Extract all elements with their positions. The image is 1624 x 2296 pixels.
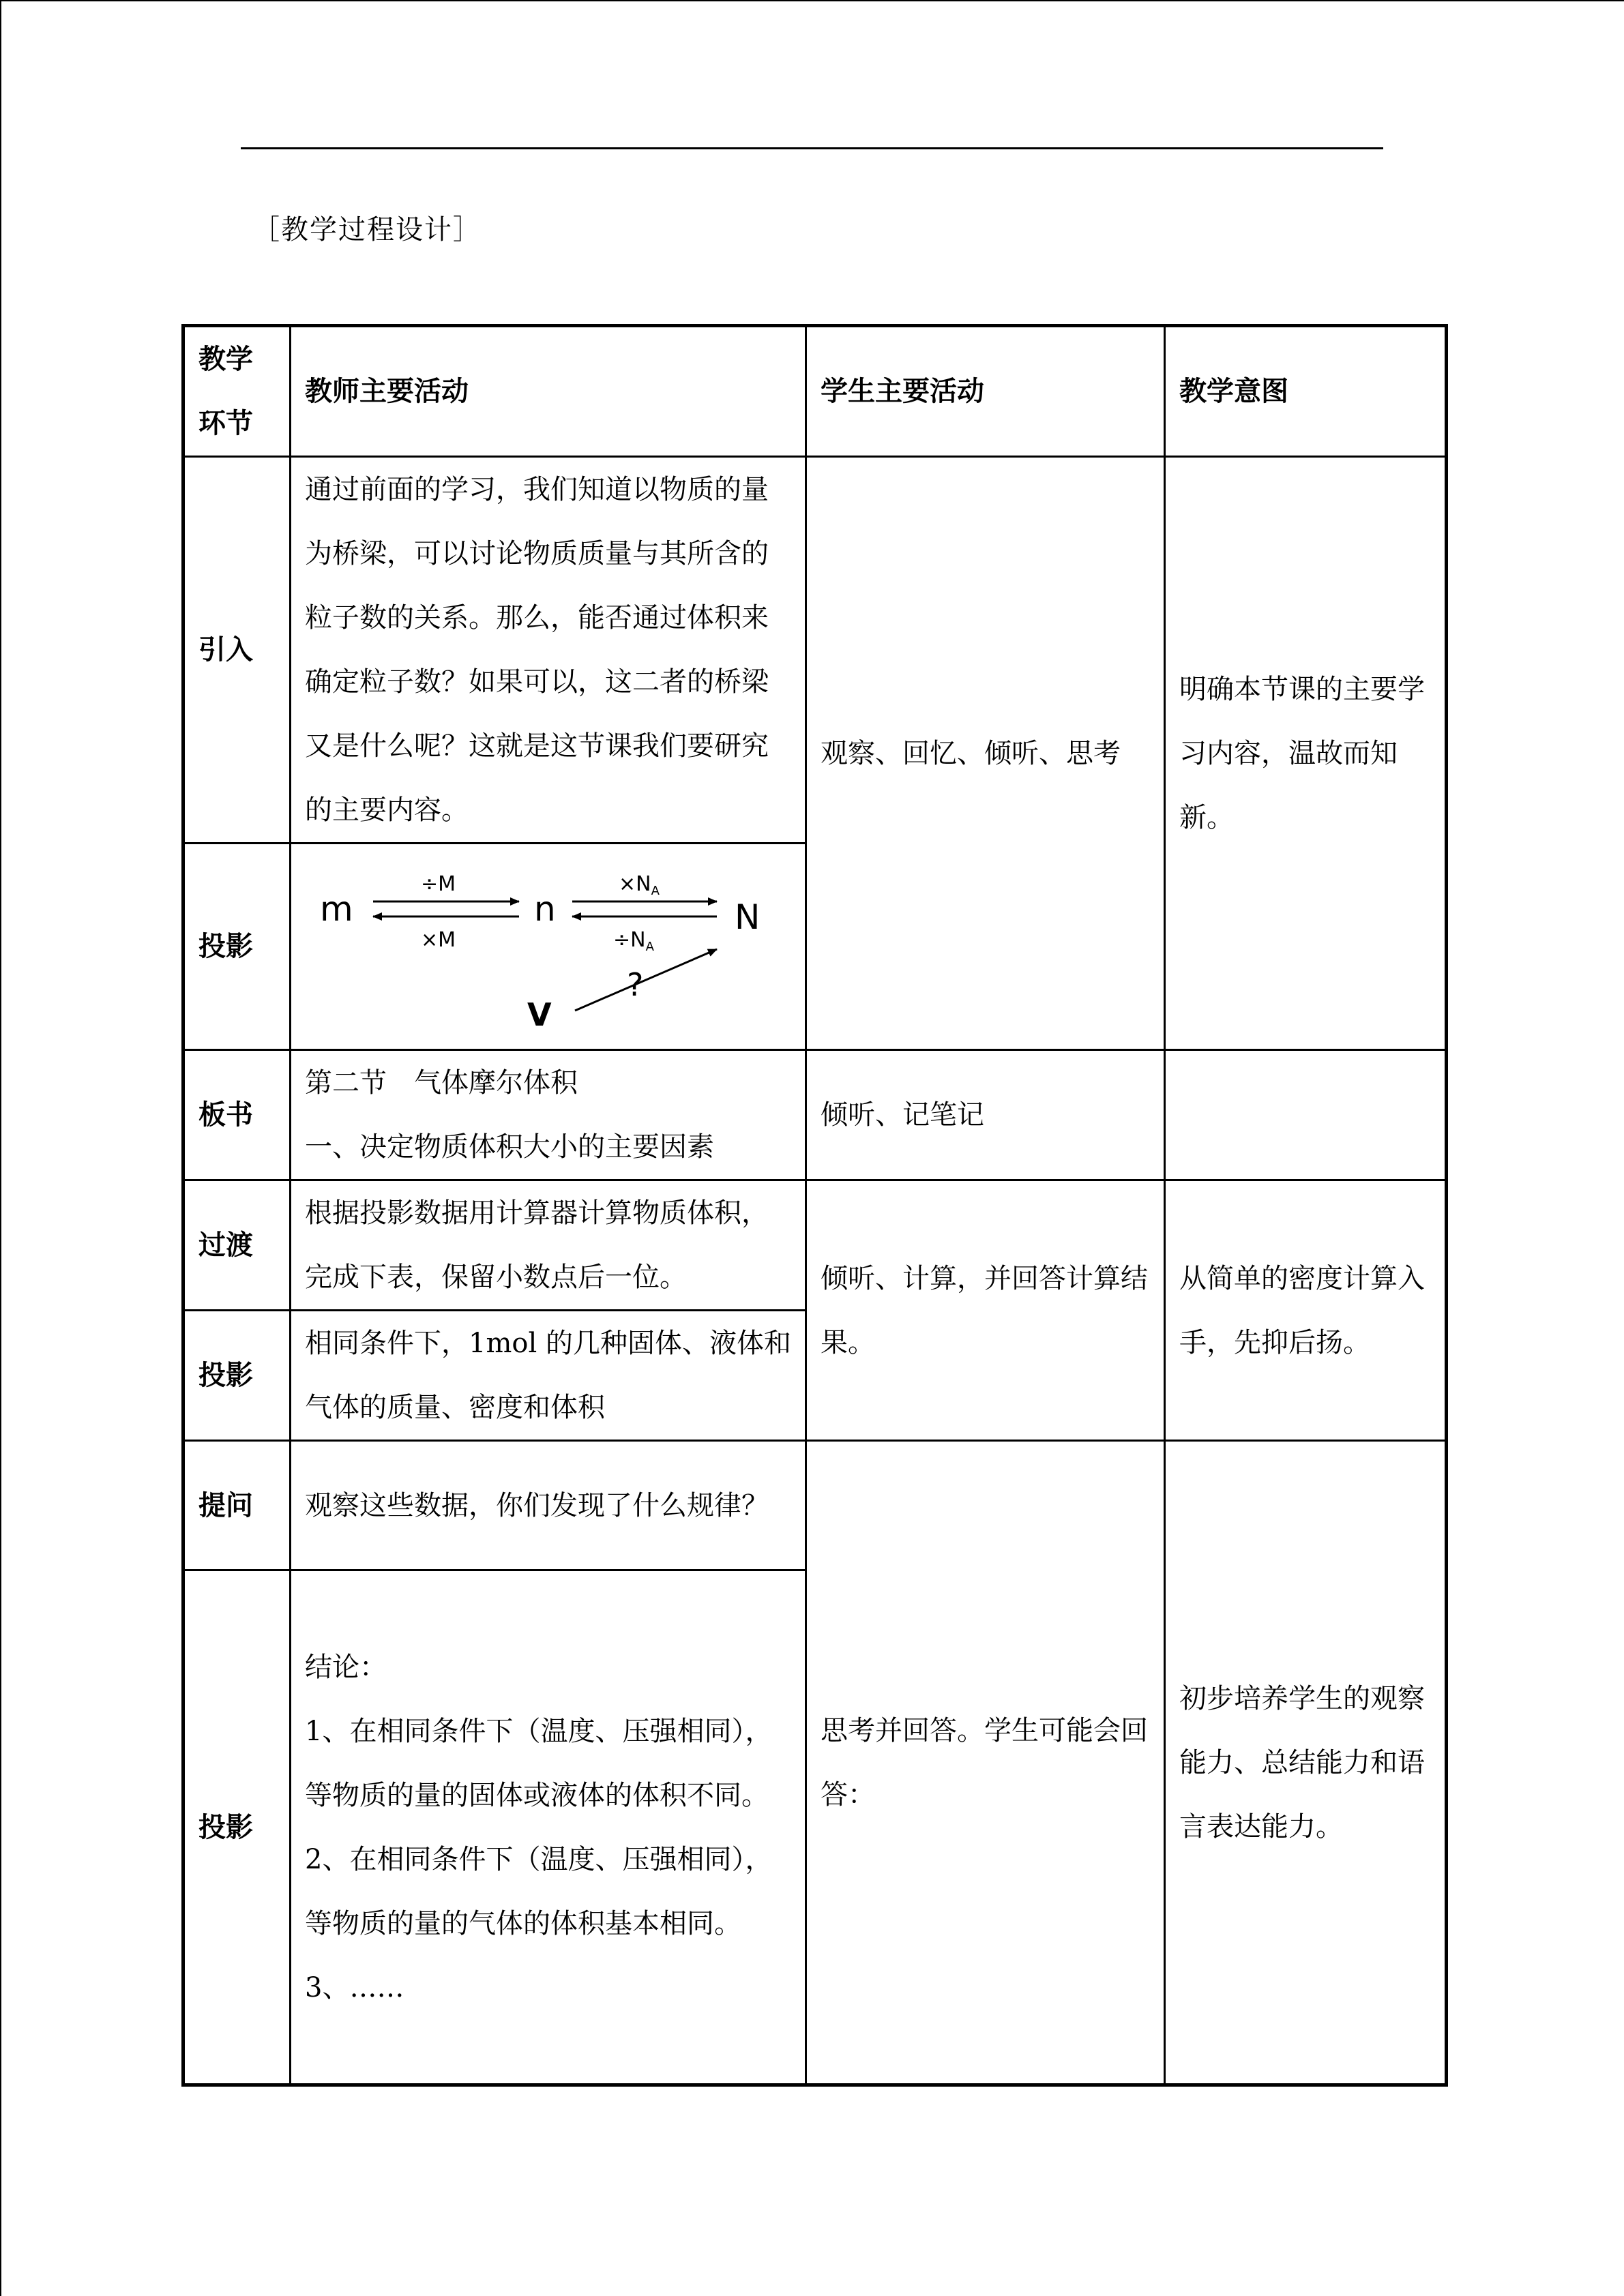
teacher-cell: 根据投影数据用计算器计算物质体积，完成下表，保留小数点后一位。 bbox=[291, 1180, 806, 1311]
teacher-cell: 通过前面的学习，我们知道以物质的量为桥梁，可以讨论物质质量与其所含的粒子数的关系。那么，能否通过体积来确定粒子数？如果可以，这二者的桥梁又是什么呢？这就是这节课我们要研究的主要内容。 bbox=[291, 457, 806, 844]
stage-cell: 引入 bbox=[183, 457, 291, 844]
label-div-NA: $\div N_A$ bbox=[613, 928, 654, 954]
teacher-line: 3、…… bbox=[305, 1971, 404, 2003]
teacher-line: 2、在相同条件下（温度、压强相同），等物质的量的气体的体积基本相同。 bbox=[305, 1843, 773, 1939]
student-cell: 观察、回忆、倾听、思考 bbox=[806, 457, 1165, 1050]
diagram-question: ? bbox=[627, 966, 644, 1003]
teacher-cell bbox=[291, 1050, 806, 1180]
section-heading: ［教学过程设计］ bbox=[252, 214, 482, 245]
header-student: 学生主要活动 bbox=[806, 326, 1165, 457]
teacher-cell bbox=[291, 1570, 806, 2085]
diagram-V: V bbox=[527, 996, 552, 1033]
teacher-line: 结论： bbox=[305, 1651, 387, 1683]
header-rule bbox=[241, 147, 1383, 149]
table-row bbox=[183, 1441, 1447, 1570]
teacher-line: 一、决定物质体积大小的主要因素 bbox=[305, 1131, 714, 1163]
label-times-NA: $\times N_A$ bbox=[619, 872, 660, 898]
table-row bbox=[183, 1050, 1447, 1180]
header-teacher: 教师主要活动 bbox=[291, 326, 806, 457]
table-row bbox=[183, 1180, 1447, 1311]
arrow-V-to-N bbox=[575, 949, 717, 1011]
table-row bbox=[183, 457, 1447, 844]
teacher-line: 第二节 气体摩尔体积 bbox=[305, 1067, 578, 1099]
header-stage-line2: 环节 bbox=[198, 408, 253, 439]
teacher-cell: 观察这些数据，你们发现了什么规律？ bbox=[291, 1441, 806, 1570]
student-cell: 倾听、计算，并回答计算结果。 bbox=[806, 1180, 1165, 1441]
intent-cell: 从简单的密度计算入手，先抑后扬。 bbox=[1165, 1180, 1447, 1441]
teacher-line: 1、在相同条件下（温度、压强相同），等物质的量的固体或液体的体积不同。 bbox=[305, 1715, 773, 1811]
teacher-cell: 相同条件下，1mol 的几种固体、液体和气体的质量、密度和体积 bbox=[291, 1311, 806, 1441]
table-header-row bbox=[183, 326, 1447, 457]
header-intent: 教学意图 bbox=[1165, 326, 1447, 457]
student-cell: 倾听、记笔记 bbox=[806, 1050, 1165, 1180]
stage-cell: 过渡 bbox=[183, 1180, 291, 1311]
conversion-diagram bbox=[305, 846, 818, 1047]
label-div-M: ÷M bbox=[421, 872, 456, 896]
student-cell: 思考并回答。学生可能会回答： bbox=[806, 1441, 1165, 2085]
label-times-M: ×M bbox=[421, 928, 456, 952]
header-stage-line1: 教学 bbox=[198, 344, 253, 375]
stage-cell: 提问 bbox=[183, 1441, 291, 1570]
stage-cell: 投影 bbox=[183, 844, 291, 1050]
diagram-N: N bbox=[735, 897, 761, 937]
stage-cell: 板书 bbox=[183, 1050, 291, 1180]
header-stage bbox=[183, 326, 291, 457]
diagram-m: m bbox=[320, 889, 353, 929]
intent-cell bbox=[1165, 1050, 1447, 1180]
stage-cell: 投影 bbox=[183, 1570, 291, 2085]
intent-cell: 初步培养学生的观察能力、总结能力和语言表达能力。 bbox=[1165, 1441, 1447, 2085]
stage-cell: 投影 bbox=[183, 1311, 291, 1441]
lesson-table bbox=[181, 324, 1448, 2087]
intent-cell: 明确本节课的主要学习内容，温故而知新。 bbox=[1165, 457, 1447, 1050]
diagram-cell bbox=[291, 844, 806, 1050]
diagram-n: n bbox=[534, 889, 556, 929]
